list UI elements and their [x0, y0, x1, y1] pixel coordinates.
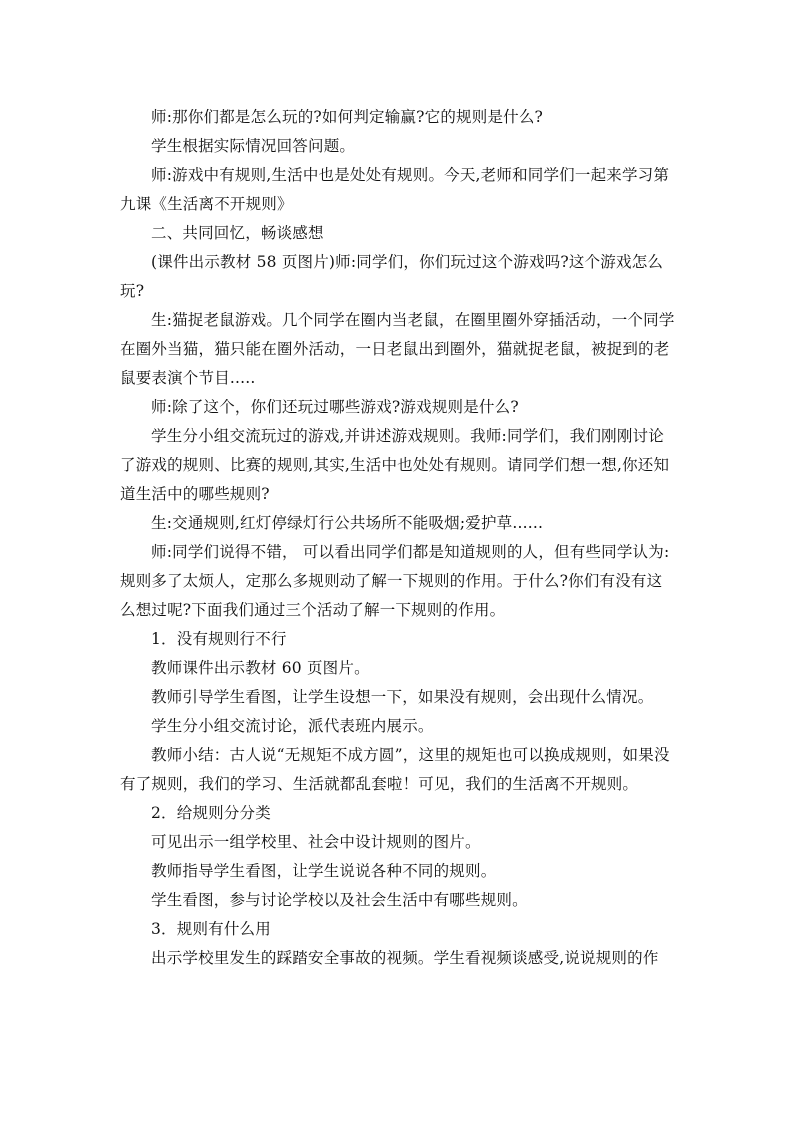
- paragraph: 学生分小组交流讨论，派代表班内展示。: [151, 717, 434, 735]
- paragraph: 生:交通规则,红灯停绿灯行公共场所不能吸烟;爱护草......: [151, 514, 544, 532]
- subsection-heading: 2．给规则分分类: [151, 804, 271, 822]
- paragraph: 师:那你们都是怎么玩的?如何判定输赢?它的规则是什么?: [151, 108, 544, 126]
- paragraph: 学生根据实际情况回答问题。: [151, 137, 356, 155]
- paragraph: 教师引导学生看图，让学生设想一下，如果没有规则，会出现什么情况。: [151, 688, 654, 706]
- paragraph: 可见出示一组学校里、社会中设计规则的图片。: [151, 833, 481, 851]
- paragraph: 生:猫捉老鼠游戏。几个同学在圈内当老鼠，在圈里圈外穿插活动，一个同学在圈外当猫，猫只能在圈外活动，一日老鼠出到圈外，猫就捉老鼠，被捉到的老鼠要表演个节目.....: [120, 311, 675, 387]
- subsection-heading: 1．没有规则行不行: [151, 630, 287, 648]
- paragraph: 师:除了这个，你们还玩过哪些游戏?游戏规则是什么?: [151, 398, 519, 416]
- paragraph: 学生分小组交流玩过的游戏,并讲述游戏规则。我师:同学们，我们刚刚讨论了游戏的规则、比赛的规则,其实,生活中也处处有规则。请同学们想一想,你还知道生活中的哪些规则?: [120, 427, 670, 503]
- subsection-heading: 3．规则有什么用: [151, 920, 271, 938]
- paragraph: 教师小结：古人说“无规矩不成方圆”，这里的规矩也可以换成规则，如果没有了规则，我们的学习、生活就都乱套啦！可见，我们的生活离不开规则。: [120, 746, 670, 793]
- paragraph: 教师指导学生看图，让学生说说各种不同的规则。: [151, 862, 497, 880]
- document-body: [120, 103, 676, 973]
- paragraph: 学生看图，参与讨论学校以及社会生活中有哪些规则。: [151, 891, 528, 909]
- paragraph: 教师课件出示教材 60 页图片。: [151, 659, 370, 677]
- paragraph: 出示学校里发生的踩踏安全事故的视频。学生看视频谈感受,说说规则的作: [151, 949, 659, 967]
- paragraph: 师:游戏中有规则,生活中也是处处有规则。今天,老师和同学们一起来学习第九课《生活离不开规则》: [120, 166, 670, 213]
- paragraph: (课件出示教材 58 页图片)师:同学们，你们玩过这个游戏吗?这个游戏怎么玩?: [120, 253, 664, 300]
- paragraph: 师:同学们说得不错， 可以看出同学们都是知道规则的人，但有些同学认为:规则多了太烦人，定那么多规则动了解一下规则的作用。于什么?你们有没有这么想过呢?下面我们通过三个活动了解一下规则的作用。: [120, 543, 670, 619]
- section-heading: 二、共同回忆，畅谈感想: [151, 224, 324, 242]
